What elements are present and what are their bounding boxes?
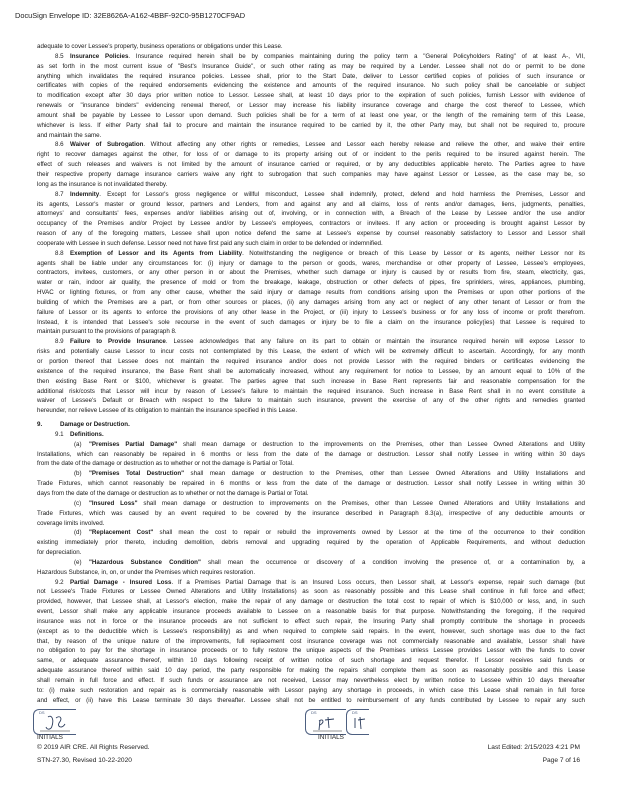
text-line xyxy=(37,459,585,469)
text-run: not Lessee's Trade Fixtures or Lessee Owned Alterations and Utility Installations) as soon as reasonably possible and this Lease shall continue in full force and effect; xyxy=(37,588,585,596)
text-run: or portion thereof that Lessee does not maintain the required insurance and/or does not provide Lessor with the required binders or certificates evidencing the xyxy=(37,358,585,365)
text-run: . Lessee acknowledges that any failure on its part to obtain or maintain the insurance required herein will expose Lessor to xyxy=(165,338,585,346)
text-run: days from the date of the damage or destruction as to whether or not the damage is Partial or Total. xyxy=(37,489,309,497)
text-line xyxy=(37,587,585,597)
text-line xyxy=(37,686,585,696)
text-line xyxy=(37,479,585,489)
text-run: insurance was not in force or the insurance proceeds are not sufficient to effect such repair, the Insuring Party shall promptly contribute the shortage in proceeds xyxy=(37,617,585,625)
text-line xyxy=(37,578,585,588)
text-run: . Notwithstanding the negligence or breach of this Lease by Lessor or its agents, neither Lessor nor its xyxy=(242,249,585,257)
text-run: same, or adequate assurance thereof, within 10 days following receipt of written notice of such shortage and request therefor. If Lessor receives said funds or xyxy=(37,657,585,665)
paragraph-number: 9.1 xyxy=(55,430,64,438)
text-line xyxy=(37,121,585,131)
lessee-initials-signature xyxy=(36,711,76,733)
text-run: risks and potentially cause Lessor to incur costs not contemplated by this Lease, the extent of which will be extremely difficult to ascertain. Accordingly, for any month xyxy=(37,348,585,356)
text-line xyxy=(37,528,585,538)
paragraph-heading: Indemnity xyxy=(70,190,100,198)
text-run: right to recover damages against the other, for loss of or damage to its property arising out of or incident to the perils required to be insured against herein. The xyxy=(37,151,585,159)
paragraph-number: 8.5 xyxy=(55,52,64,60)
text-run: . Except for Lessor's gross negligence or willful misconduct, Lessee shall indemnify, protect, defend and hold harmless the Premises, Lessor and xyxy=(99,190,585,198)
text-line xyxy=(37,278,585,288)
docusign-label: DS xyxy=(39,710,45,715)
text-run: . Insurance required herein shall be by companies maintaining during the policy term a "General Policyholders Rating" of at least A-, VII, xyxy=(128,52,585,60)
text-line xyxy=(37,259,585,269)
text-line xyxy=(37,200,585,210)
footer-form-id: STN-27.30, Revised 10-22-2020 xyxy=(37,757,132,764)
paragraph-number: (e) xyxy=(74,558,82,566)
docusign-label: DS xyxy=(352,710,358,715)
lessor-initials-box-2[interactable] xyxy=(346,709,369,735)
text-line xyxy=(37,327,585,337)
text-run: that, by reason of the unique nature of the improvements, full replacement cost insurance coverage was not commercially reasonable and available, Lessor shall have xyxy=(37,637,585,645)
text-run: Trade Fixtures, which was caused by an event required to be covered by the insurance described in Paragraph 8.3(a), irrespective of any deductible amounts or xyxy=(37,509,585,517)
lessor-initials-signature-2 xyxy=(348,711,368,733)
text-run: existing immediately prior thereto, including demolition, debris removal and upgrading required by the operation of Applicable Requirements, and without deduction xyxy=(37,539,585,547)
text-line xyxy=(37,696,585,706)
paragraph-heading: "Hazardous Substance Condition" xyxy=(89,558,201,566)
initials-label: INITIALS xyxy=(318,734,344,741)
lessor-initials-signature-1 xyxy=(308,711,344,733)
text-line xyxy=(37,337,585,347)
text-line xyxy=(37,568,585,578)
text-run: coverage limits involved. xyxy=(37,519,105,527)
text-run: for depreciation. xyxy=(37,549,82,557)
text-run: effect of such releases and waivers is not limited by the amount of insurance carried or required, or by any deductibles applicable hereto. The Parties agree to have xyxy=(37,161,585,169)
text-line xyxy=(37,249,585,259)
paragraph-number: (c) xyxy=(74,499,82,507)
text-run: to: (i) make such restoration and repair as is commercially reasonable with Lessor paying any shortage in proceeds, in which case this Lease shall remain in full force xyxy=(37,686,585,694)
text-line xyxy=(37,440,585,450)
text-run: water or rain, indoor air quality, the presence of mold or from the breakage, leakage, obstruction or other defects of pipes, fire sprinklers, wires, appliances, plumbing, xyxy=(37,279,585,287)
text-line xyxy=(37,298,585,308)
text-run: Instead, it is intended that Lessee's sole recourse in the event of such damages or injury be to file a claim on the insurance policy(ies) that Lessee is required to xyxy=(37,318,585,326)
paragraph-number: 9.2 xyxy=(55,578,64,586)
text-line xyxy=(37,538,585,548)
text-line xyxy=(37,308,585,318)
text-run: waiver of Lessee's Default or Breach with respect to the failure to maintain such insurance, prevent the exercise of any of the other rights and remedies granted xyxy=(37,397,585,405)
text-run: its agents, Lessor's master or ground lessor, partners and Lenders, from and against any and all claims, loss of rents and/or damages, liens, judgments, penalties, xyxy=(37,200,585,208)
text-run: agents shall be liable under any circumstances for: (i) injury or damage to the person or goods, wares, merchandise or other property of Lessee, Lessee's employees, xyxy=(37,259,585,267)
text-run: additional risk/costs that Lessor will incur by reason of Lessee's failure to maintain the required insurance. Such increase in Base Rent shall in no event constitute a xyxy=(37,387,585,395)
initials-label: INITIALS xyxy=(37,734,63,741)
text-line xyxy=(37,72,585,82)
text-run: . If a Premises Partial Damage that is an Insured Loss occurs, then Lessor shall, at Lessor's expense, repair such damage (but xyxy=(171,578,586,586)
text-run: and maintain the same. xyxy=(37,131,102,139)
text-run: shall mean damage or destruction to the Premises, other than Lessee Owned Alterations and Utility Installations and xyxy=(184,470,585,478)
text-line xyxy=(37,387,585,397)
text-run: reason of any of the foregoing matters, Lessee shall upon notice defend the same at Lessee's expense by counsel reasonably satisfactory to Lessor and Lessor shall xyxy=(37,230,585,238)
text-line xyxy=(37,52,585,62)
text-line xyxy=(37,140,585,150)
text-line xyxy=(37,209,585,219)
text-line xyxy=(37,131,585,141)
text-line xyxy=(37,190,585,200)
text-line xyxy=(37,347,585,357)
text-run: as set forth in the most current issue of "Best's Insurance Guide", or such other rating as may be required by a Lender. Lessee shall not do or permit to be done xyxy=(37,62,585,70)
paragraph-number: 8.6 xyxy=(55,141,64,149)
text-line xyxy=(37,676,585,686)
text-run: event, Lessor shall make any applicable insurance proceeds available to Lessee on a reasonable basis for that purpose. Notwithstanding the foregoing, if the required xyxy=(37,608,585,616)
text-line xyxy=(37,239,585,249)
text-line xyxy=(37,357,585,367)
text-line xyxy=(37,219,585,229)
text-run: cooperate with Lessee in such defense. Lessor need not have first paid any such claim in order to be defended or indemnified. xyxy=(37,239,383,247)
text-run: anything which invalidates the required insurance policies. Lessee shall, prior to the Start Date, deliver to Lessor certified copies of policies of such insurance or xyxy=(37,72,585,80)
text-line xyxy=(37,101,585,111)
text-run: Trade Fixtures, which cannot reasonably be repaired in 6 months or less from the date of the damage or destruction. Lessor shall notify Lessee in writing within 30 xyxy=(37,480,585,488)
text-line xyxy=(37,499,585,509)
text-run: their respective property damage insurance carriers waive any right to subrogation that such companies may have against Lessor or Lessee, as the case may be, so xyxy=(37,170,585,178)
text-line xyxy=(37,91,585,101)
text-line xyxy=(37,469,585,479)
text-run: failure of Lessor or its agents to enforce the provisions of any other lease in the Project, or (iii) injury to Lessee's business or for any loss of income or profit therefrom. xyxy=(37,308,585,316)
paragraph-heading: "Insured Loss" xyxy=(89,499,138,507)
text-run: hereunder, nor relieve Lessee of its obligation to maintain the insurance specified in this Lease. xyxy=(37,407,298,415)
text-line xyxy=(37,367,585,377)
text-run: occupancy of the Premises and/or Project by Lessee and/or by Lessee's employees, contractors or invitees. If any action or proceeding is brought against Lessor by xyxy=(37,220,585,228)
text-line xyxy=(37,637,585,647)
paragraph-heading: Failure to Provide Insurance xyxy=(70,338,166,346)
paragraph-number: (b) xyxy=(74,470,82,478)
text-run: adequate assurance thereof within said 10 day period, the party responsible for making the repairs shall complete them as soon as reasonably possible and this Lease xyxy=(37,667,585,675)
text-line xyxy=(37,42,585,52)
text-run: building of which the Premises are a part, or from other sources or places, (ii) any damages arising from any act or neglect of any other tenant of Lessor or from the xyxy=(37,298,585,306)
paragraph-heading: "Premises Partial Damage" xyxy=(89,440,178,448)
footer-copyright: © 2019 AIR CRE. All Rights Reserved. xyxy=(37,744,150,751)
text-run: shall mean damage or destruction to improvements on the Premises, other than Lessee Owned Alterations and Utility Installations and xyxy=(137,499,585,507)
text-run: . Without affecting any other rights or remedies, Lessee and Lessor each hereby release and relieve the other, and waive their entire xyxy=(143,141,585,149)
text-line xyxy=(37,420,585,430)
text-run: and effect, or (ii) have this Lease terminate 30 days thereafter. Lessee shall not be entitled to reimbursement of any funds contributed by Lessee to repair any such xyxy=(37,696,585,704)
text-run: long as the insurance is not invalidated thereby. xyxy=(37,180,168,188)
text-run: maintain pursuant to the provisions of paragraph 8. xyxy=(37,328,177,336)
paragraph-heading: Waiver of Subrogation xyxy=(70,141,144,149)
text-line xyxy=(37,180,585,190)
text-run: certificates with copies of the required endorsements evidencing the existence and amounts of the required insurance. No such policy shall be cancelable or subject xyxy=(37,82,585,90)
paragraph-number: 8.8 xyxy=(55,249,64,257)
text-run: provided, however, that Lessee shall, at Lessor's election, make the repair of any damage or destruction the total cost to repair of which is $10,000 or less, and, in such xyxy=(37,598,585,606)
paragraph-heading: Insurance Policies xyxy=(70,52,129,60)
text-line xyxy=(37,406,585,416)
text-run: Installations, which can reasonably be repaired in 6 months or less from the date of the damage or destruction. Lessor shall notify Lessee in writing within 30 days xyxy=(37,450,585,458)
text-line xyxy=(37,396,585,406)
text-line xyxy=(37,656,585,666)
text-line xyxy=(37,111,585,121)
text-run: contractors, invitees, customers, or any other person in or about the Premises, whether such damage or injury is caused by or results from fire, steam, electricity, gas, xyxy=(37,269,585,277)
text-line xyxy=(37,268,585,278)
lessee-initials-box[interactable] xyxy=(33,709,76,735)
paragraph-number: 8.7 xyxy=(55,190,64,198)
text-run: no obligation to pay for the shortage in insurance proceeds or to fully restore the unique aspects of the Premises unless Lessee provides Lessor with the funds to cover xyxy=(37,647,585,655)
paragraph-number: 8.9 xyxy=(55,338,64,346)
paragraph-number: 9. xyxy=(37,421,43,429)
text-line xyxy=(37,430,585,440)
paragraph-heading: Damage or Destruction. xyxy=(60,421,130,429)
text-run: renewals or "insurance binders" evidencing renewal thereof, or Lessor may increase his liability insurance coverage and charge the cost thereof to Lessee, which xyxy=(37,102,585,110)
text-line xyxy=(37,229,585,239)
paragraph-heading: Definitions. xyxy=(70,430,104,438)
text-run: shall mean damage or destruction to the improvements on the Premises, other than Lessee Owned Alterations and Utility xyxy=(177,440,585,448)
text-line xyxy=(37,597,585,607)
text-line xyxy=(37,450,585,460)
text-line xyxy=(37,288,585,298)
text-line xyxy=(37,646,585,656)
text-run: amount shall be payable by Lessee to Lessor upon demand. Such policies shall be for a term of at least one year, or the length of the remaining term of this Lease, xyxy=(37,111,585,119)
lessor-initials-box-1[interactable] xyxy=(305,709,346,735)
footer-page-number: Page 7 of 16 xyxy=(542,757,580,764)
lease-body-text xyxy=(37,42,585,706)
docusign-envelope-id: DocuSign Envelope ID: 32E8626A-A162-4BBF-92C0-95B1270CF9AD xyxy=(15,11,246,20)
footer-last-edited: Last Edited: 2/15/2023 4:21 PM xyxy=(487,744,580,751)
text-run: Hazardous Substance, in, on, or under the Premises which requires restoration. xyxy=(37,568,256,576)
text-run: shall mean the occurrence or discovery of a condition involving the presence of, or a contamination by, a xyxy=(200,558,586,566)
text-run: attorneys' and consultants' fees, expenses and/or liabilities arising out of, involving, or in connection with, a Breach of the Lease by Lessee and/or the use and/or xyxy=(37,210,585,218)
text-line xyxy=(37,617,585,627)
text-run: whichever is less. If either Party shall fail to procure and maintain the insurance required to be carried by it, the other Party may, but shall not be required to, procure xyxy=(37,121,585,129)
text-line xyxy=(37,170,585,180)
docusign-label: DS xyxy=(311,710,317,715)
paragraph-heading: Exemption of Lessor and its Agents from Liability xyxy=(70,249,243,257)
text-run: existence of the required insurance, the Base Rent shall be automatically increased, without any requirement for notice to Lessee, by an amount equal to 10% of the xyxy=(37,367,585,375)
text-run: (except as to the deductible which is Lessee's responsibility) as and when required to complete said repairs. In the event, however, such shortage was due to the fact xyxy=(37,627,585,635)
text-line xyxy=(37,519,585,529)
paragraph-heading: "Premises Total Destruction" xyxy=(89,470,185,478)
text-line xyxy=(37,62,585,72)
text-run: shall mean the cost to repair or rebuild the improvements owned by Lessor at the time of the occurrence to their condition xyxy=(153,529,585,537)
text-line xyxy=(37,160,585,170)
text-line xyxy=(37,666,585,676)
paragraph-number: (a) xyxy=(74,440,82,448)
text-line xyxy=(37,377,585,387)
text-line xyxy=(37,607,585,617)
text-run: adequate to cover Lessee's property, business operations or obligations under this Lease. xyxy=(37,43,283,50)
text-line xyxy=(37,318,585,328)
text-line xyxy=(37,150,585,160)
text-line xyxy=(37,548,585,558)
text-line xyxy=(37,558,585,568)
text-run: then existing Base Rent or $100, whichever is greater. The parties agree that such increase in Base Rent represents fair and reasonable compensation for the xyxy=(37,377,585,385)
text-run: to modification except after 30 days prior written notice to Lessor. Lessee shall, at least 10 days prior to the expiration of such policies, furnish Lessor with evidence of xyxy=(37,92,585,100)
text-line xyxy=(37,81,585,91)
text-run: from the date of the damage or destruction as to whether or not the damage is Partial or Total. xyxy=(37,460,294,468)
text-run: HVAC or lighting fixtures, or from any other cause, whether the said injury or damage results from conditions arising upon the Premises or upon other portions of the xyxy=(37,289,585,297)
paragraph-heading: Partial Damage - Insured Loss xyxy=(70,578,172,586)
paragraph-heading: "Replacement Cost" xyxy=(89,529,154,537)
text-run: shall remain in full force and effect. If such funds or assurance are not received, Lessor may nevertheless elect by written notice to Lessee within 10 days thereafter xyxy=(37,677,585,684)
text-line xyxy=(37,489,585,499)
text-line xyxy=(37,509,585,519)
paragraph-number: (d) xyxy=(74,529,82,537)
text-line xyxy=(37,627,585,637)
